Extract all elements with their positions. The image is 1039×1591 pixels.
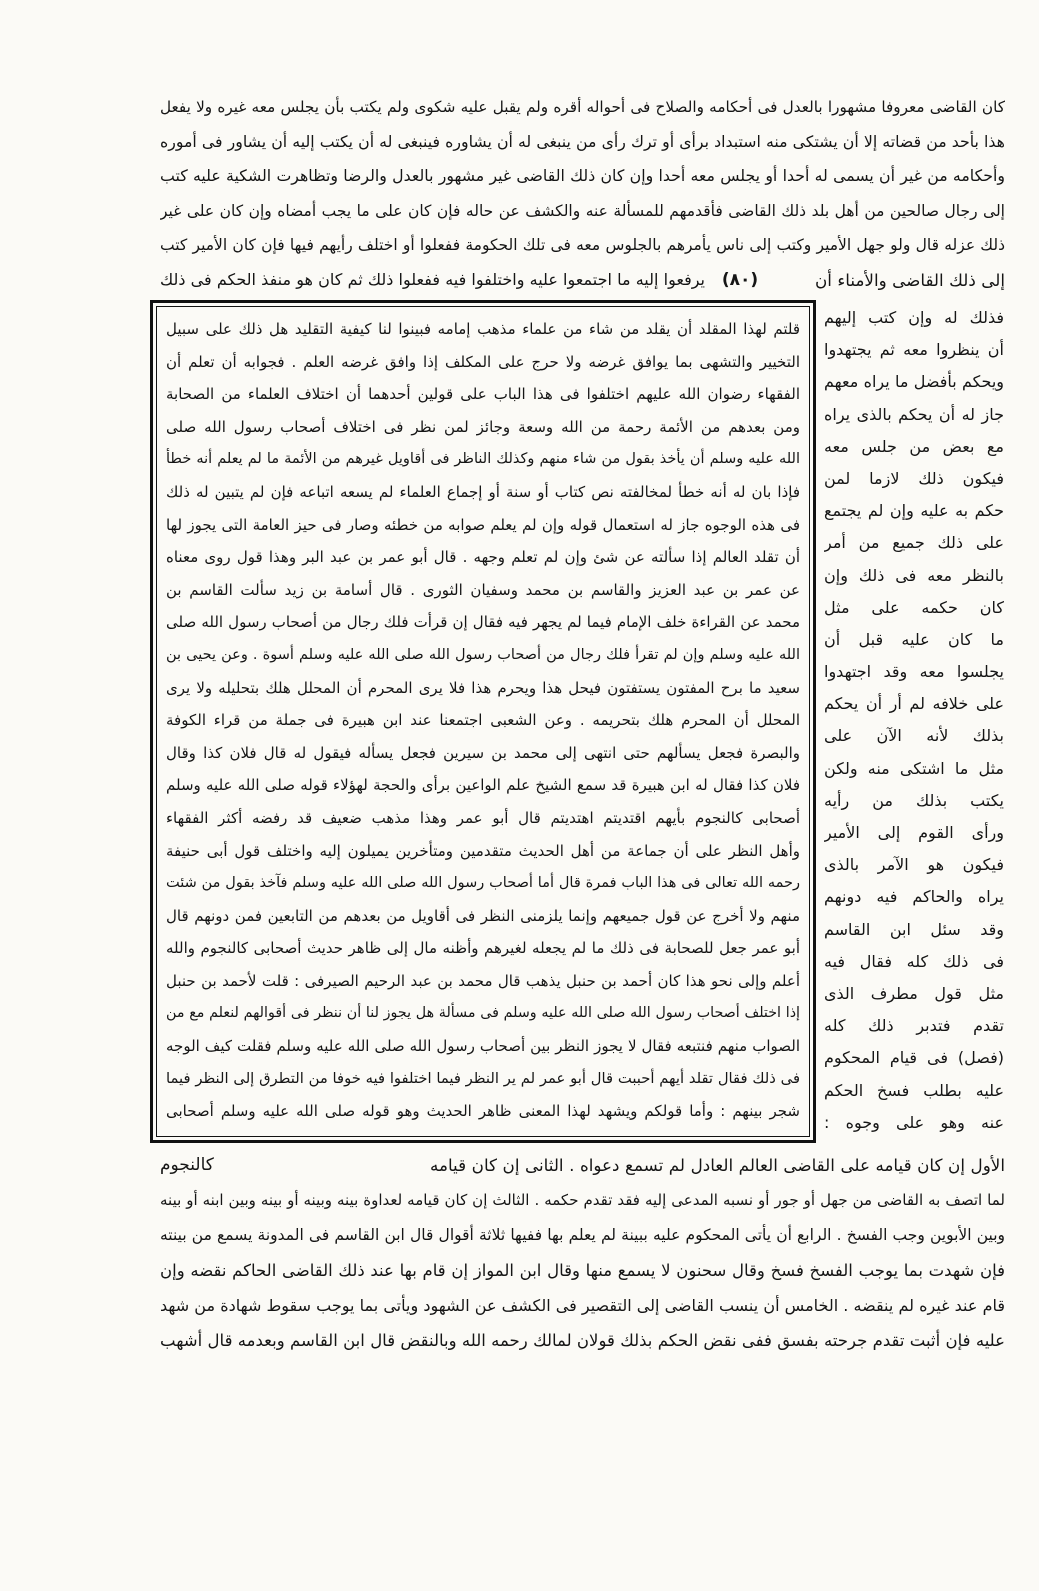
side-line: عليه بطلب فسخ الحكم: [824, 1080, 1004, 1100]
commentary-line: الفقهاء رضوان الله عليهم اختلفوا فى هذا الباب على قولين أحدهما أن اختلاف العلماء من الصحابة: [166, 385, 800, 404]
side-column: [824, 302, 1004, 1139]
commentary-line: أبو عمر جعل للصحابة فى ذلك ما لم يجعله لغيرهم وأظنه مال إلى ظاهر حديث أصحابى كالنجوم والله: [166, 939, 800, 958]
section-heading-line: (فصل) فى قيام المحكوم: [824, 1048, 1004, 1068]
side-line: فيكون ذلك لازما لمن: [824, 468, 1004, 488]
commentary-line: أصحابى كالنجوم بأيهم اقتديتم اهتديتم قال أبو عمر وهذا مذهب ضعيف قد رفضه أكثر الفقهاء: [166, 808, 800, 827]
main-line: وأحكامه من غير أن يسمى له أحدا أو يجلس معه أحدا وإن كان ذلك القاضى غير مشهور بالعدل والرضا وتظاهرت الشكية عليه كتب: [160, 166, 1005, 185]
side-line: فذلك له وإن كتب إليهم: [824, 308, 1004, 327]
commentary-line: محمد عن القراءة خلف الإمام فيما لم يجهر فيه فقال إن قرأت فلك رجال من أصحاب رسول الله صلى: [166, 613, 800, 632]
commentary-line: المحلل أن المحرم هلك بتحريمه . وعن الشعبى اجتمعنا عند ابن هبيرة فى جملة من قراء الكوفة: [166, 711, 800, 730]
commentary-line: أعلم وإلى نحو هذا كان أحمد بن حنبل يذهب قال محمد بن عبد الرحيم الصيرفى : قلت لأحمد بن حنبل: [166, 971, 800, 990]
commentary-line: رحمه الله تعالى فى هذا الباب فمرة قال أما أصحاب رسول الله صلى الله عليه وسلم فآخذ بقول من شئت: [166, 875, 800, 892]
side-line: جاز له أن يحكم بالذى يراه: [824, 404, 1004, 424]
side-line: فيكون هو الآمر بالذى: [824, 855, 1004, 875]
side-line: مثل ما اشتكى منه ولكن: [824, 758, 1004, 778]
side-line: مع بعض من جلس معه: [824, 436, 1004, 456]
commentary-inner-border: [156, 306, 810, 1137]
side-line: عنه وهو على وجوه :: [824, 1112, 1004, 1132]
main-line: كان القاضى معروفا مشهورا بالعدل فى أحكامه والصلاح فى أحواله أقره ولم يقبل عليه شكوى ولم يكتب بأن يجلس معه غيره ولا يفعل: [160, 98, 1005, 116]
commentary-line: شجر بينهم : وأما قولكم ويشهد لهذا المعنى ظاهر الحديث وهو قوله صلى الله عليه وسلم أصحابى: [166, 1102, 800, 1121]
side-line: يجلسوا معه وقد اجتهدوا: [824, 662, 1004, 682]
commentary-line: وأهل النظر على أن جماعة من أهل الحديث متقدمين ومتأخرين يميلون إليه واختلف قول أبى حنيفة: [166, 841, 800, 860]
commentary-line: الصواب منهم فنتبعه فقال لا يجوز النظر بين أصحاب رسول الله صلى الله عليه وسلم فقلت كيف الوجه: [166, 1037, 800, 1056]
main-line-with-page-number: [160, 263, 1005, 298]
side-line: ورأى القوم إلى الأمير: [824, 823, 1004, 842]
main-line: وبين الأبوين وجب الفسخ . الرابع أن يأتى المحكوم عليه ببينة لم يعلم بها ففيها ثلاثة أقوال قال ابن القاسم فى المدونة يسمع من بينته: [160, 1226, 1005, 1244]
side-line: على ذلك جميع من أمر: [824, 533, 1004, 553]
main-line: ذلك عزله قال ولو جهل الأمير وكتب إلى ناس يأمرهم بالجلوس معه فى تلك الحكومة ففعلوا أو اختلف رأيهم فيها فإن كان الأمير كتب: [160, 236, 1005, 254]
commentary-line: قلتم لهذا المقلد أن يقلد من شاء من علماء مذهب إمامه فبينوا لنا كيفية التقليد هل ذلك على سبيل: [166, 320, 800, 338]
commentary-line: عن عمر بن عبد العزيز والقاسم بن محمد وسفيان الثورى . قال أسامة بن زيد سألت القاسم بن: [166, 580, 800, 599]
commentary-line: فلان كذا فقال له ابن هبيرة قد سمع الشيخ علم الواعين برأى والحجة لهؤلاء قوله صلى الله عليه وسلم: [166, 776, 800, 795]
side-line: ما كان عليه قبل أن: [824, 629, 1004, 649]
side-line: بالنظر معه فى ذلك وإن: [824, 565, 1004, 585]
main-line-right-part: إلى ذلك القاضى والأمناء أن: [815, 269, 1005, 290]
commentary-line: فإذا بان له أنه خطأ لمخالفته نص كتاب أو سنة أو إجماع العلماء لم يسعه اتباعه فإن لم يتبين له ذلك: [166, 482, 800, 501]
side-line: ويحكم بأفضل ما يراه معهم: [824, 372, 1004, 392]
commentary-line: الله عليه وسلم وإن لم تقرأ فلك رجال من أصحاب رسول الله صلى الله عليه وسلم أسوة . وعن يحيى بن: [166, 646, 800, 663]
page-number: (٨٠): [721, 269, 759, 290]
commentary-line: الله عليه وسلم أن يأخذ بقول من شاء منهم وكذلك الناظر فى أقاويل غيرهم من الأئمة ما لم يعلم أنه خطأ: [166, 451, 800, 468]
commentary-line: سعيد ما برح المفتون يستفتون فيحل هذا ويحرم هذا فلا يرى المحرم أن المحلل هلك بتحليله ولا يرى: [166, 678, 800, 697]
side-line: على خلافه لم أر أن يحكم: [824, 694, 1004, 714]
main-line: قام عند غيره لم ينقضه . الخامس أن ينسب القاضى إلى التقصير فى الكشف عن الشهود ويأتى بما يوجب سقوط شهادة من شهد: [160, 1296, 1005, 1315]
commentary-line: إذا اختلف أصحاب رسول الله صلى الله عليه وسلم فى مسألة هل يجوز لنا أن ننظر فى أقوالهم لنعلم مع من: [166, 1005, 800, 1022]
main-line: فإن شهدت بما يوجب الفسخ فسخ وقال سحنون لا يسمع منها وقال ابن المواز إن قام بها عند ذلك القاضى الحاكم نقضه وإن: [160, 1261, 1005, 1280]
commentary-line: أن تقلد العالم إذا سألته عن شئ وإن لم تعلم وجهه . قال أبو عمر بن عبد البر وهذا قول روى معناه: [166, 548, 800, 567]
main-line: الأول إن كان قيامه على القاضى العالم العادل لم تسمع دعواه . الثانى إن كان قيامه: [430, 1155, 1005, 1175]
main-text-bottom: [160, 1148, 1005, 1358]
side-line: حكم به عليه وإن لم يجتمع: [824, 501, 1004, 521]
commentary-line: والبصرة فجعل يسألهم حتى انتهى إلى محمد بن سيرين فجعل يسأله فيقول له قال فلان كذا وقال: [166, 743, 800, 762]
commentary-line: التخيير والتشهى بما يوافق غرضه ولا حرج على المكلف إذا وافق غرضه العلم . فجوابه أن تعلم أن: [166, 352, 800, 371]
side-line: يراه والحاكم فيه دونهم: [824, 887, 1004, 907]
side-line: وقد سئل ابن القاسم: [824, 919, 1004, 939]
commentary-line: فى ذلك فقال تقلد أيهم أحببت قال أبو عمر لم ير النظر فيما اختلفوا فيه خوفا من التطرق إلى النظر فيما: [166, 1069, 800, 1087]
main-line: إلى رجال صالحين من أهل بلد ذلك القاضى فأقدمهم للمسألة عنه والكشف عن حاله فإن كان على ما يجب أمضاه وإن كان على غير: [160, 201, 1005, 220]
side-line: مثل قول مطرف الذى: [824, 983, 1004, 1003]
side-line: كان حكمه على مثل: [824, 597, 1004, 617]
main-line: لما اتصف به القاضى من جهل أو جور أو نسبه المدعى إليه فقد تقدم حكمه . الثالث إن كان قيامه لعداوة بينه وبينه أو بينه وبين ابنه أو بينه: [160, 1191, 1005, 1209]
commentary-frame: [150, 300, 816, 1143]
main-text-top: [160, 90, 1005, 297]
side-line: يكتب بذلك من رأيه: [824, 790, 1004, 810]
commentary-line: ومن بعدهم من الأئمة رحمة من الله وسعة وجائز لمن نظر فى اختلاف أصحاب رسول الله صلى: [166, 417, 800, 436]
commentary-line: منهم ولا أخرج عن قول جميعهم وإنما يلزمنى النظر فى أقاويل من بعدهم من التابعين فمن دونهم قال: [166, 906, 800, 925]
main-line: عليه فإن أثبت تقدم جرحته بفسق ففى نقض الحكم بذلك قولان لمالك رحمه الله وبالنقض قال ابن القاسم وبعدمه قال أشهب: [160, 1331, 1005, 1350]
main-line: هذا بأحد من قضاته إلا أن يشتكى منه استبداد برأى أو ترك رأى من ينبغى له أن يشاوره فينبغى له أن يكتب إليه أن يشاور فى أموره: [160, 131, 1005, 151]
commentary-line: فى هذه الوجوه جاز له استعمال قوله وإن لم يعلم صوابه من خطئه وصار فى حيز العامة التى يجوز لها: [166, 515, 800, 534]
side-line: بذلك لأنه الآن على: [824, 726, 1004, 746]
catchword: كالنجوم: [160, 1155, 214, 1175]
main-line-left-part: يرفعوا إليه ما اجتمعوا عليه واختلفوا فيه ففعلوا ذلك ثم كان هو منفذ الحكم فى ذلك: [160, 269, 705, 289]
side-line: فى ذلك كله فقال فيه: [824, 951, 1004, 971]
side-line: أن ينظروا معه ثم يجتهدوا: [824, 340, 1004, 360]
main-line-with-catchword: [160, 1148, 1005, 1183]
side-line: تقدم فتدبر ذلك كله: [824, 1016, 1004, 1036]
